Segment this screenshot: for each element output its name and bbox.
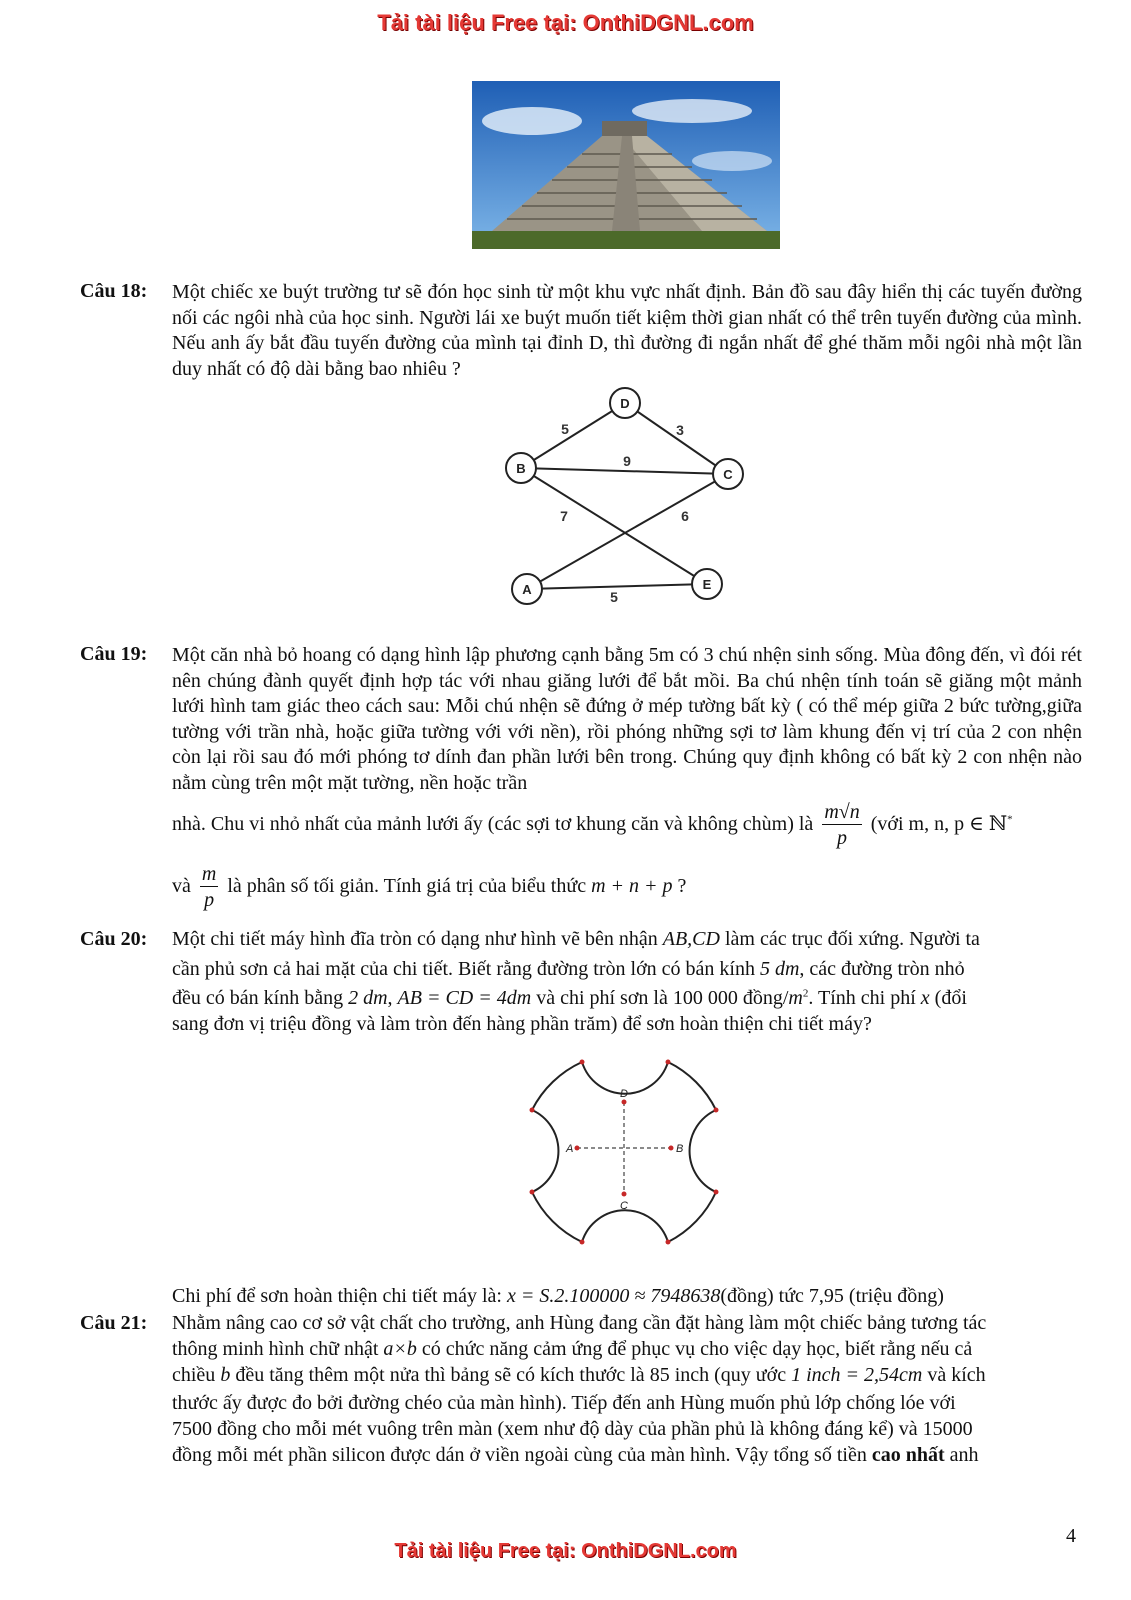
edge-weight: 5: [561, 421, 569, 437]
q20-text: làm các trục đối xứng. Người ta: [724, 928, 980, 950]
question-20-line-2: [172, 958, 965, 981]
fraction-denominator: p: [837, 827, 848, 849]
question-18-text: Một chiếc xe buýt trường tư sẽ đón học sinh từ một khu vực nhất định. Bản đồ sau đây hiển thị các tuyến đường nối các ngôi nhà của học sinh. Người lái xe buýt muốn tiết kiệm thời gian nhất có thể trên tuyến đường của mình. Nếu anh ấy bắt đầu tuyến đường của mình tại đỉnh D, thì đường đi ngắn nhất để ghé thăm mỗi ngôi nhà một lần duy nhất có độ dài bằng bao nhiêu ?: [172, 281, 1082, 380]
page-number: 4: [1066, 1525, 1076, 1547]
footer-banner[interactable]: Tải tài liệu Free tại: OnthiDGNL.com: [394, 1540, 737, 1562]
question-21-label: Câu 21:: [80, 1312, 148, 1334]
fraction-denominator: p: [204, 889, 215, 911]
q20-answer-math: x = S.2.100000 ≈ 7948638: [506, 1285, 721, 1307]
q21-math: 1 inch = 2,54cm: [791, 1364, 923, 1386]
q20-math: x: [920, 987, 930, 1009]
q20-text: đều có bán kính bằng: [172, 987, 344, 1009]
edge-b-e: [521, 468, 707, 584]
route-graph: [490, 385, 750, 610]
q21-bold-text: cao nhất: [871, 1444, 945, 1466]
fraction-numerator: m√n: [824, 801, 860, 823]
q19-line3-start: và: [172, 875, 191, 898]
edge-weight: 3: [676, 422, 684, 438]
q21-math: a×b: [383, 1338, 417, 1360]
q20-answer-text: (đồng) tức 7,95 (triệu đồng): [720, 1285, 944, 1307]
q20-math: m: [788, 987, 803, 1009]
q21-text: anh: [949, 1444, 979, 1466]
q20-text: . Tính chi phí: [808, 987, 916, 1009]
q20-math: 2 dm: [348, 987, 388, 1009]
question-20-answer: [172, 1285, 944, 1308]
question-21-line-6: [172, 1444, 979, 1467]
question-19-text: Một căn nhà bỏ hoang có dạng hình lập phương cạnh bằng 5m có 3 chú nhện sinh sống. Mùa đông đến, vì đói rét nên chúng đành quyết định hợp tác với nhau giăng lưới để bắt mồi. Ba chú nhện tính toán sẽ giăng một mảnh lưới hình tam giác theo cách sau: Mỗi chú nhện sẽ đứng ở mép tường bất kỳ ( có thể mép giữa 2 bức tường,giữa tường với trần nhà, hoặc giữa tường với với nền), rồi phóng những sợi tơ làm khung đến vị trí của 2 con nhện còn lại rồi sau đó mới phóng tơ dính đan phần lưới bên trong. Chúng quy định không có bất kỳ 2 con nhện nào nằm cùng trên một mặt tường, nền hoặc trần: [172, 644, 1082, 794]
edge-weight: 6: [681, 508, 689, 524]
fraction-numerator: m: [201, 863, 217, 885]
q20-text: , các đường tròn nhỏ: [799, 958, 965, 980]
q20-answer-text: Chi phí để sơn hoàn thiện chi tiết máy là:: [172, 1285, 502, 1307]
q20-text: và chi phí sơn là 100 000 đồng/: [536, 987, 789, 1009]
question-19-label: Câu 19:: [80, 643, 148, 665]
q21-text: đồng mỗi mét phần silicon được dán ở viền ngoài cùng của màn hình. Vậy tổng số tiền: [172, 1444, 867, 1466]
q20-text: Một chi tiết máy hình đĩa tròn có dạng như hình vẽ bên nhận: [172, 928, 658, 950]
pyramid-photo: [472, 81, 780, 249]
q21-text: chiều: [172, 1364, 216, 1386]
edge-d-c: [625, 403, 728, 474]
question-21-line-5: 7500 đồng cho mỗi mét vuông trên màn (xem như độ dày của phần phủ là không đáng kể) và 15000: [172, 1418, 973, 1440]
q21-text: thông minh hình chữ nhật: [172, 1338, 379, 1360]
question-21-line-3: [172, 1364, 986, 1387]
point-label: C: [620, 1200, 628, 1212]
q21-text: và kích: [927, 1364, 986, 1386]
node-label: D: [620, 396, 630, 411]
point-label: D: [620, 1088, 628, 1100]
question-20-line-4: sang đơn vị triệu đồng và làm tròn đến hàng phần trăm) để sơn hoàn thiện chi tiết máy?: [172, 1013, 872, 1035]
q20-sup: 2: [802, 987, 809, 1000]
q19-line2-start: nhà. Chu vi nhỏ nhất của mảnh lưới ấy (các sợi tơ khung căn và không chùm) là: [172, 813, 814, 836]
edge-weight: 9: [623, 453, 631, 469]
question-20-label: Câu 20:: [80, 928, 148, 950]
question-21-line-4: thước ấy được đo bởi đường chéo của màn hình). Tiếp đến anh Hùng muốn phủ lớp chống lóe với: [172, 1392, 956, 1414]
fraction-m-sqrt-n-over-p: [822, 800, 861, 851]
q20-text: cần phủ sơn cả hai mặt của chi tiết. Biết rằng đường tròn lớn có bán kính: [172, 958, 755, 980]
node-label: E: [702, 577, 712, 592]
point-label: B: [676, 1143, 684, 1155]
machine-part-figure: [510, 1048, 740, 1273]
node-label: A: [522, 582, 532, 597]
question-20-line-3: [172, 987, 967, 1010]
question-18-label: Câu 18:: [80, 280, 148, 302]
question-19-line-3: [172, 862, 686, 913]
q19-line2-sup: *: [1007, 813, 1013, 826]
q21-text: có chức năng cảm ứng để phục vụ cho việc dạy học, biết rằng nếu cả: [421, 1338, 973, 1360]
node-label: B: [516, 461, 526, 476]
question-20-line-1: [172, 928, 980, 951]
fraction-m-over-p: [200, 862, 218, 913]
q21-math: b: [220, 1364, 231, 1386]
question-21-line-1: Nhằm nâng cao cơ sở vật chất cho trường, anh Hùng đang cần đặt hàng làm một chiếc bảng tương tác: [172, 1312, 987, 1334]
edge-weight: 5: [610, 589, 618, 605]
q19-line2-end: (với m, n, p ∈ ℕ: [870, 813, 1008, 836]
q20-text: (đổi: [934, 987, 967, 1009]
edge-d-b: [521, 403, 625, 468]
q20-text: ,: [387, 987, 393, 1009]
q20-math: AB,CD: [662, 928, 720, 950]
header-banner[interactable]: Tải tài liệu Free tại: OnthiDGNL.com: [377, 10, 754, 35]
q19-line3-end: là phân số tối giản. Tính giá trị của biểu thức: [227, 875, 587, 898]
q21-text: đều tăng thêm một nửa thì bảng sẽ có kích thước là 85 inch (quy ước: [235, 1364, 787, 1386]
point-label: A: [566, 1143, 574, 1155]
question-21-line-2: [172, 1338, 972, 1361]
q20-math: 5 dm: [759, 958, 800, 980]
node-label: C: [723, 467, 733, 482]
q19-expression: m + n + p: [591, 875, 673, 898]
question-19-line-2: [172, 800, 1013, 851]
q19-question-mark: ?: [677, 875, 687, 898]
edge-weight: 7: [560, 508, 568, 524]
q20-math: AB = CD = 4dm: [397, 987, 532, 1009]
